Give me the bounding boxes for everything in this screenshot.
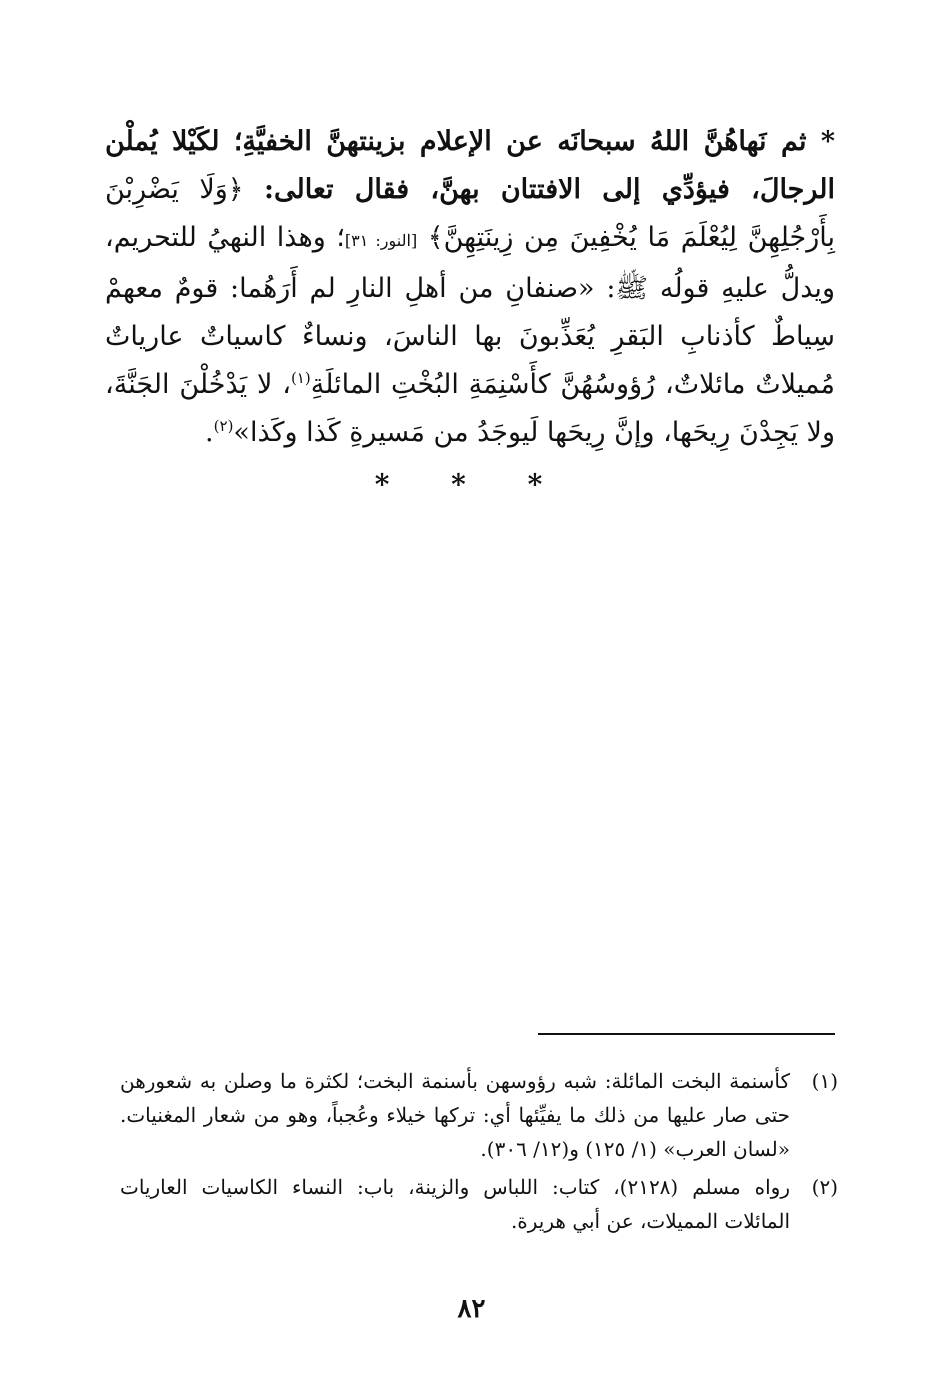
footnote-number: (٢) [811, 1175, 838, 1199]
quran-verse: ﴿وَلَا يَضْرِبْنَ بِأَرْجُلِهِنَّ لِيُعْلَمَ مَا يُخْفِينَ مِن زِينَتِهِنَّ﴾ [105, 174, 835, 253]
footnote-text: رواه مسلم (٢١٢٨)، كتاب: اللباس والزينة، باب: النساء الكاسيات العاريات المائلات المميلات، عن أبي هريرة. [120, 1175, 790, 1233]
footnote-1 [120, 1064, 838, 1166]
intro-text: * ثم نَهاهُنَّ اللهُ سبحانَه عن الإعلام بزينتهنَّ الخفيَّةِ؛ لكَيْلا يُملْن الرجالَ، فيؤدِّي إلى الافتتان بهنَّ، فقال تعالى: [105, 126, 835, 205]
footnote-divider [538, 1033, 835, 1035]
footnote-2 [120, 1170, 838, 1238]
hadith-text: ؛ وهذا النهيُ للتحريم، ويدلُّ عليهِ قولُه ﷺ: «صنفانِ من أهلِ النارِ لم أَرَهُما: قومٌ معهمْ سِياطٌ كأذنابِ البَقرِ يُعَذِّبونَ بها الناسَ، ونساءٌ كاسياتٌ عارياتٌ مُميلاتٌ مائلاتٌ، رُؤوسُهُنَّ كأَسْنِمَةِ البُخْتِ المائلَةِ [105, 222, 835, 400]
section-separator: * * * [374, 468, 569, 501]
hadith-text-continued: ، لا يَدْخُلْنَ الجَنَّةَ، ولا يَجِدْنَ رِيحَها، وإنَّ رِيحَها لَيوجَدُ من مَسيرةِ كَذا وكَذا» [105, 369, 835, 448]
footnote-text: كأسنمة البخت المائلة: شبه رؤوسهن بأسنمة البخت؛ لكثرة ما وصلن به شعورهن حتى صار عليها من ذلك ما يفيِّئها أي: تركها خيلاء وعُجباً، وهو من شعار المغنيات. «لسان العرب» (١/ ١٢٥) و(١٢/ ٣٠٦). [120, 1069, 790, 1161]
verse-reference: [النور: ٣١] [344, 231, 418, 250]
main-paragraph [105, 118, 835, 457]
footnote-number: (١) [811, 1069, 838, 1093]
footnote-marker-2[interactable]: (٢) [213, 417, 234, 435]
page-number: ٨٢ [457, 1294, 486, 1324]
footnote-marker-1[interactable]: (١) [290, 369, 311, 387]
footnotes-section [120, 1064, 838, 1242]
closing-period: . [205, 417, 214, 448]
